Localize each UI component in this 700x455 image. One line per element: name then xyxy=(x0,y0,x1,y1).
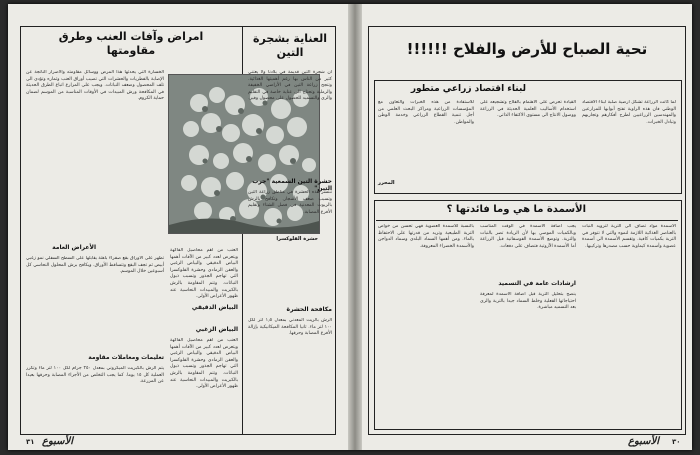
article1-col2: العنب من أهم محاصيل الفاكهة ويتعرض لعدد كبير من الآفات أهمها البياض الدقيقي والبياض الزغبي والعفن الرمادي وحشرة الفلوكسرا التي تهاجم الجذور وتسبب ذبول النباتات. وتتم المقاومة بالرش بالكبريت والمبيدات النحاسية عند ظهور الأعراض الأولى. xyxy=(170,248,238,300)
main-title: تحية الصباح للأرض والفلاح !!!!!! xyxy=(406,40,648,58)
subhead-fig-scale: حشرة التين الشمعية "جرب التين" xyxy=(252,178,332,192)
magazine-logo-right: الأسبوع xyxy=(628,436,660,447)
fertilizer-col2-bottom: ينصح بتحليل التربة قبل اضافة الأسمدة لمعرفة احتياجاتها الفعلية وخلط السماد جيدا بالتربة والري بعد التسميد مباشرة. xyxy=(480,292,576,311)
fig-article-bottom: الرش بالزيت المعدني بمعدل ١٫٥ لتر لكل ١٠٠ لتر ماء. ثانيا المكافحة الميكانيكية بإزالة الأفرع المصابة وحرقها. xyxy=(248,318,332,337)
left-page xyxy=(8,4,348,450)
editorial-col3: للاستفادة من هذه الخبرات والتعاون مع المؤسسات الزراعية ومراكز البحث العلمي من أجل تنمية القطاع الزراعي وخدمة الوطن والمواطن. xyxy=(378,100,474,125)
subhead-downy-mildew: البياض الزغبي xyxy=(195,326,238,333)
fig-article-mid: تنتشر هذه الحشرة في مناطق زراعة التين وتسبب ضعف الأشجار. وتكافح بالرش بالزيوت المعدنية في فصل الشتاء وتقليم الأفرع المصابة. xyxy=(248,190,332,215)
fertilizer-col1: الأسمدة مواد تضاف الى التربة لتزويد النبات بالعناصر الغذائية اللازمة لنموه والتي لا تتوفر في التربة بكميات كافية. وتقسم الأسمدة الى أسمدة عضوية وأسمدة كيماوية حسب مصدرها وتركيبها. xyxy=(582,224,676,249)
fertilizer-col2: يجب اضافة الأسمدة في الوقت المناسب وبالكميات الموصى بها لأن الزيادة تضر بالنبات والتربة. وتوضع الأسمدة الفوسفاتية قبل الزراعة أما الأسمدة الآزوتية فتضاف على دفعات. xyxy=(480,224,576,249)
photo-caption: حشرة الفلوكسرا xyxy=(276,236,318,242)
article1-col1-mid: تظهر على الأوراق بقع صفراء باهتة يقابلها على السطح السفلي نمو زغبي أبيض ثم تجف البقع وتتساقط الأوراق. ويكافح برش المحلول النحاسي كل أسبوعين خلال الموسم. xyxy=(26,256,164,275)
fertilizer-col3: بالنسبة للأسمدة العضوية فهي تحسن من خواص التربة الطبيعية وتزيد من قدرتها على الاحتفاظ بالماء. ومن أهمها السماد البلدي وسماد الدواجن والأسمدة الخضراء المعروفة. xyxy=(378,224,474,249)
article-title: امراض وآفات العنب وطرق مقاومتها xyxy=(58,30,204,57)
magazine-logo-left: الأسبوع xyxy=(42,436,74,447)
subhead-treatment: تعليمات ومعاملات مقاومة xyxy=(88,354,164,361)
bottom-rule xyxy=(368,434,686,435)
right-page xyxy=(362,4,692,450)
fertilizer-title: الأسمدة ما هي وما فائدتها ؟ xyxy=(446,204,586,215)
subhead-guidelines: ارشادات عامة في التسميد xyxy=(498,280,576,287)
subhead-symptoms: الأعراض العامة xyxy=(52,244,96,251)
top-rule xyxy=(20,26,336,27)
editorial-title: لبناء اقتصاد زراعي متطور xyxy=(410,84,526,94)
article1-col1: الخسارة التي يحدثها هذا المرض ووسائل مقاومته والأضرار الناتجة عن الإصابة بالفطريات والحشرات التي تصيب أوراق العنب وثماره وتؤدي الى تلف المحصول وضعف النباتات. ويجب على المزارع اتباع الطرق الحديثة في المكافحة ورش المبيدات في الأوقات المناسبة من الموسم لضمان حماية الكروم. xyxy=(26,70,164,102)
top-rule xyxy=(368,26,686,27)
article1-col1-bottom: يتم الرش بالكبريت الميكروني بمعدل ٢٥٠ جرام لكل ١٠٠ لتر ماء وتكرر العملية كل ١٥ يوما. كما يجب التخلص من الأجزاء المصابة وحرقها بعيدا عن المزرعة. xyxy=(26,366,164,385)
magazine-spread xyxy=(8,4,692,450)
bottom-rule xyxy=(20,434,336,435)
editorial-col2: القيادة تحرص على الاهتمام بالفلاح وتشجيعه على استخدام الأساليب العلمية الحديثة في الزراعة ووصول الانتاج الى مستوى الاكتفاء الذاتي. xyxy=(480,100,576,119)
page-number-right: ٣٠ xyxy=(672,438,681,446)
right-border xyxy=(685,26,686,434)
right-border xyxy=(335,26,336,434)
page-gutter xyxy=(348,4,362,450)
title-underline xyxy=(376,220,678,221)
subhead-powdery-mildew: البياض الدقيقي xyxy=(191,304,238,311)
page-number-left: ٣١ xyxy=(26,438,35,446)
left-border xyxy=(368,26,369,434)
subhead-pest-control: مكافحة الحشرة xyxy=(286,306,332,313)
editorial-col1: لما كانت الزراعة تشكل أرضية صلبة لبناء الاقتصاد الوطني فان هذه الزاوية تفتح أبوابها للمزارعين والمهندسين الزراعيين لطرح أفكارهم وتجاربهم وتبادل الخبرات. xyxy=(582,100,676,125)
left-border xyxy=(20,26,21,434)
editorial-signature: المحرر xyxy=(378,180,395,186)
fig-article-title: العناية بشجرة التين xyxy=(253,32,327,59)
fig-article-body: ان شجرة التين قديمة في بلادنا ولا يعتني كثير من الناس بها رغم أهميتها الغذائية. وتنجح زراعة التين في الأراضي الخفيفة والرملية وتحتاج الى عناية خاصة في التقليم والري والتسميد للحصول على محصول وفير. xyxy=(248,70,332,102)
article1-col2-bottom: العنب من أهم محاصيل الفاكهة ويتعرض لعدد كبير من الآفات أهمها البياض الدقيقي والبياض الزغبي والعفن الرمادي وحشرة الفلوكسرا التي تهاجم الجذور وتسبب ذبول النباتات. وتتم المقاومة بالرش بالكبريت والمبيدات النحاسية عند ظهور الأعراض الأولى. xyxy=(170,338,238,390)
